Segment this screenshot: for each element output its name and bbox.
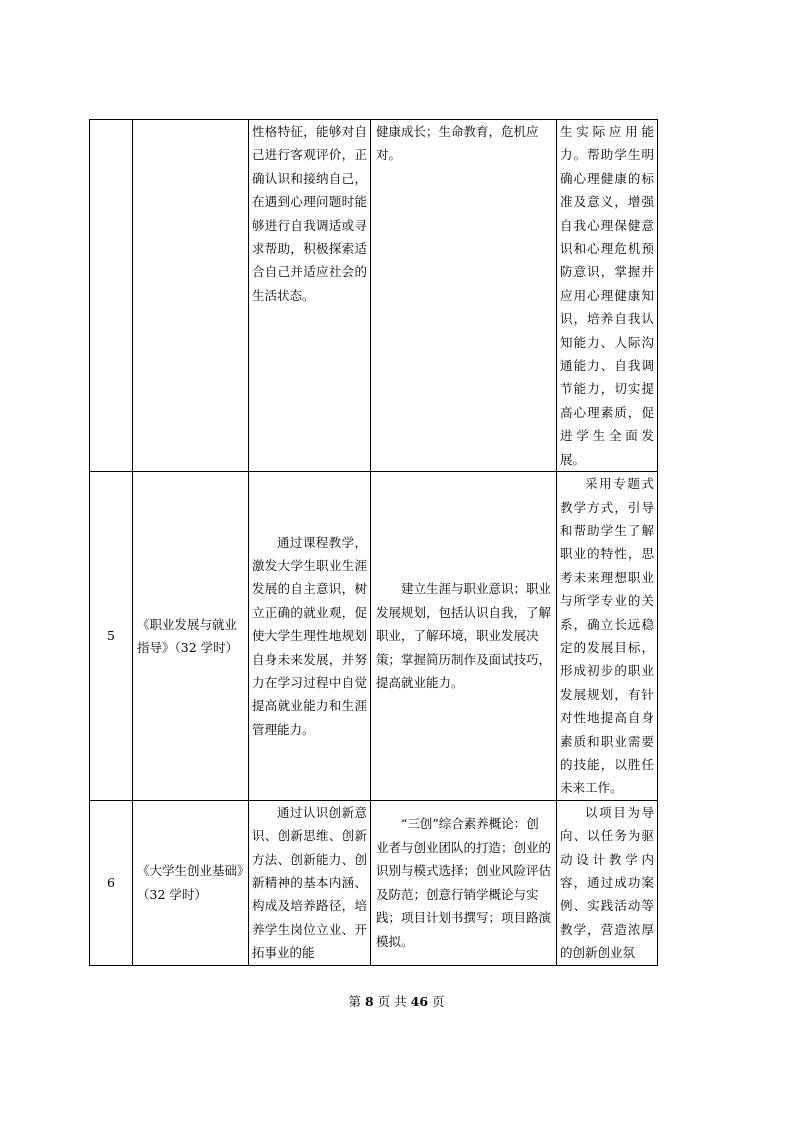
row-number: 6 — [90, 800, 133, 965]
course-goal: 通过认识创新意识、创新思维、创新方法、创新能力、创新精神的基本内涵、构成及培养路径，培养学生岗位立业、开拓事业的能 — [249, 800, 371, 965]
course-content: 建立生涯与职业意识；职业发展规划，包括认识自我，了解职业，了解环境，职业发展决策；掌握简历制作及面试技巧，提高就业能力。 — [371, 472, 557, 801]
course-goal: 通过课程教学，激发大学生职业生涯发展的自主意识，树立正确的就业观，促使大学生理性地规划自身未来发展，并努力在学习过程中自觉提高就业能力和生涯管理能力。 — [249, 472, 371, 801]
course-goal: 性格特征，能够对自己进行客观评价，正确认识和接纳自己，在遇到心理问题时能够进行自我调适或寻求帮助，积极探索适合自己并适应社会的生活状态。 — [249, 120, 371, 472]
course-name — [133, 120, 249, 472]
footer-prefix: 第 — [348, 994, 361, 1009]
total-pages: 46 — [410, 994, 429, 1009]
page-footer — [0, 992, 793, 1010]
current-page-number: 8 — [364, 994, 374, 1009]
teaching-requirement: 采用专题式教学方式，引导和帮助学生了解职业的特性，思考未来理想职业与所学专业的关系，确立长远稳定的发展目标，形成初步的职业发展规划，有针对性地提高自身素质和职业需要的技能，以胜任未来工作。 — [557, 472, 658, 801]
teaching-requirement: 以项目为导向、以任务为驱动设计教学内容，通过成功案例、实践活动等教学，营造浓厚的创新创业氛 — [557, 800, 658, 965]
course-name: 《大学生创业基础》（32 学时） — [133, 800, 249, 965]
teaching-requirement: 生实际应用能力。帮助学生明确心理健康的标准及意义，增强自我心理保健意识和心理危机预防意识，掌握并应用心理健康知识，培养自我认知能力、人际沟通能力、自我调节能力，切实提高心理素质，促进学生全面发展。 — [557, 120, 658, 472]
course-name: 《职业发展与就业指导》（32 学时） — [133, 472, 249, 801]
row-number: 5 — [90, 472, 133, 801]
course-table — [89, 119, 658, 966]
table-row — [90, 472, 658, 801]
course-content: 健康成长；生命教育，危机应对。 — [371, 120, 557, 472]
footer-middle: 页 共 — [377, 994, 407, 1009]
table-row — [90, 800, 658, 965]
course-content: “三创”综合素养概论：创业者与创业团队的打造；创业的识别与模式选择；创业风险评估及防范；创意行销学概论与实践；项目计划书撰写；项目路演模拟。 — [371, 800, 557, 965]
row-number — [90, 120, 133, 472]
footer-suffix: 页 — [432, 994, 445, 1009]
table-row — [90, 120, 658, 472]
